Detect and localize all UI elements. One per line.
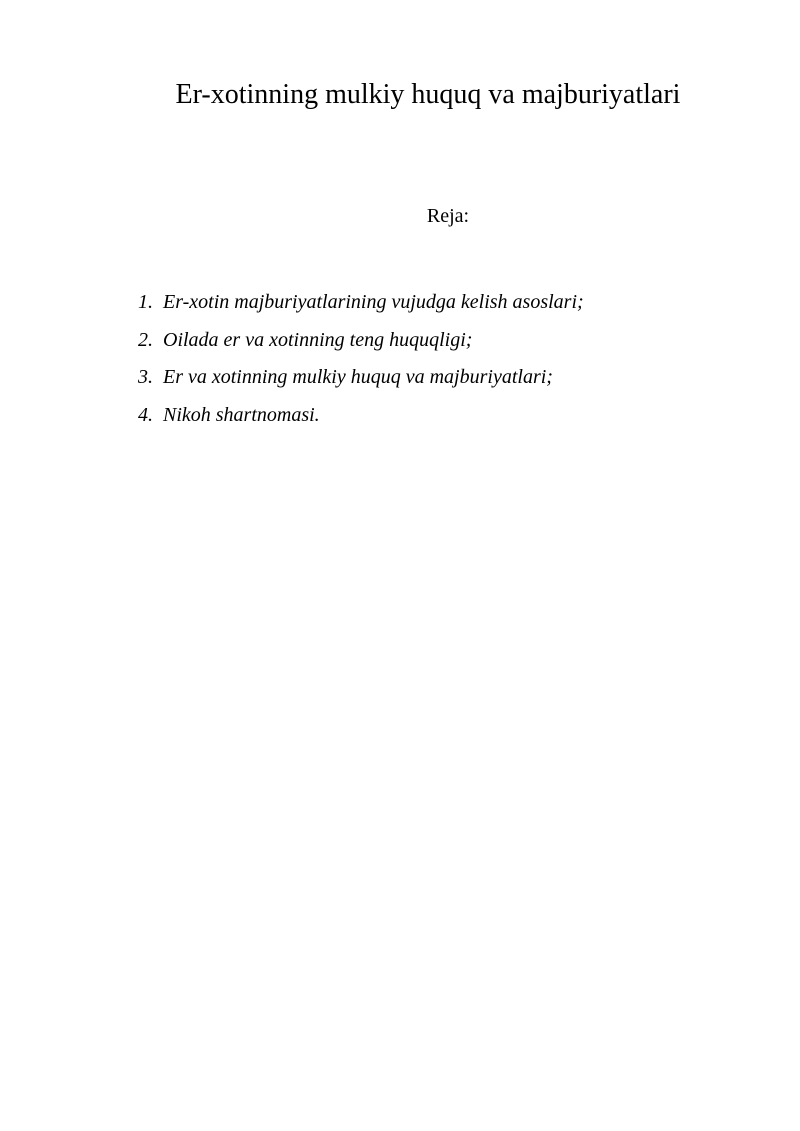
plan-item-text: Nikoh shartnomasi. [163, 403, 320, 426]
plan-heading: Reja: [426, 205, 470, 227]
plan-item-text: Er-xotin majburiyatlarining vujudga kelish asoslari; [163, 291, 584, 313]
plan-item-number: 4. [138, 403, 153, 426]
plan-item [138, 364, 584, 390]
plan-item-text: Oilada er va xotinning teng huquqligi; [163, 328, 473, 351]
plan-item [138, 402, 584, 428]
plan-item-number: 2. [138, 328, 153, 351]
plan-item-text: Er va xotinning mulkiy huquq va majburiyatlari; [163, 366, 553, 388]
plan-item-number: 3. [138, 366, 153, 388]
plan-list [138, 289, 584, 439]
plan-item-number: 1. [138, 291, 153, 313]
plan-item [138, 327, 584, 353]
document-title: Er-xotinning mulkiy huquq va majburiyatlari [175, 79, 681, 110]
plan-item [138, 289, 584, 315]
